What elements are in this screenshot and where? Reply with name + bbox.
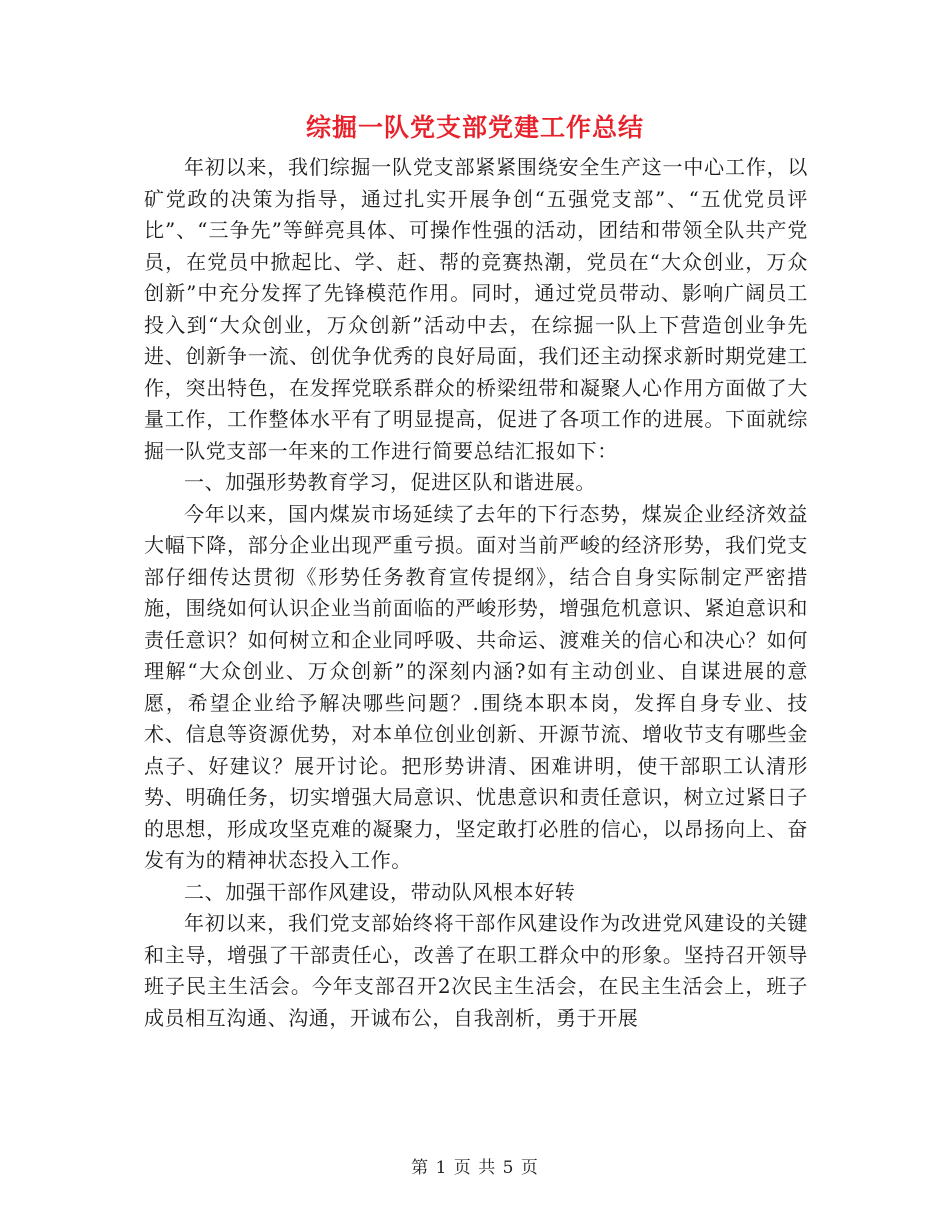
section-heading-2: 二、加强干部作风建设，带动队风根本好转 [184,879,576,904]
document-title: 综掘一队党支部党建工作总结 [305,113,644,142]
page-footer: 第 1 页 共 5 页 [411,1158,539,1178]
paragraph-intro: 年初以来，我们综掘一队党支部紧紧围绕安全生产这一中心工作，以矿党政的决策为指导，通过扎实开展争创“五强党支部”、“五优党员评比”、“三争先”等鲜亮具体、可操作性强的活动，团结和带领全队共产党员，在党员中掀起比、学、赶、帮的竞赛热潮，党员在“大众创业，万众创新”中充分发挥了先锋模范作用。同时，通过党员带动、影响广阔员工投入到“大众创业，万众创新”活动中去，在综掘一队上下营造创业争先进、创新争一流、创优争优秀的良好局面，我们还主动探求新时期党建工作，突出特色，在发挥党联系群众的桥梁纽带和凝聚人心作用方面做了大量工作，工作整体水平有了明显提高，促进了各项工作的进展。下面就综掘一队党支部一年来的工作进行简要总结汇报如下： [144,155,808,463]
paragraph-section-1: 今年以来，国内煤炭市场延续了去年的下行态势，煤炭企业经济效益大幅下降，部分企业出现严重亏损。面对当前严峻的经济形势，我们党支部仔细传达贯彻《形势任务教育宣传提纲》，结合自身实际制定严密措施，围绕如何认识企业当前面临的严峻形势，增强危机意识、紧迫意识和责任意识？如何树立和企业同呼吸、共命运、渡难关的信心和决心？如何理解“大众创业、万众创新”的深刻内涵?如有主动创业、自谋进展的意愿，希望企业给予解决哪些问题？.围绕本职本岗，发挥自身专业、技术、信息等资源优势，对本单位创业创新、开源节流、增收节支有哪些金点子、好建议？展开讨论。把形势讲清、困难讲明，使干部职工认清形势、明确任务，切实增强大局意识、忧患意识和责任意识，树立过紧日子的思想，形成攻坚克难的凝聚力，坚定敢打必胜的信心，以昂扬向上、奋发有为的精神状态投入工作。 [144,501,808,872]
paragraph-section-2: 年初以来，我们党支部始终将干部作风建设作为改进党风建设的关键和主导，增强了干部责任心，改善了在职工群众中的形象。坚持召开领导班子民主生活会。今年支部召开2次民主生活会，在民主生活会上，班子成员相互沟通、沟通，开诚布公，自我剖析，勇于开展 [144,911,808,1030]
document-body [144,152,808,1034]
section-heading-1: 一、加强形势教育学习，促进区队和谐进展。 [184,470,596,494]
